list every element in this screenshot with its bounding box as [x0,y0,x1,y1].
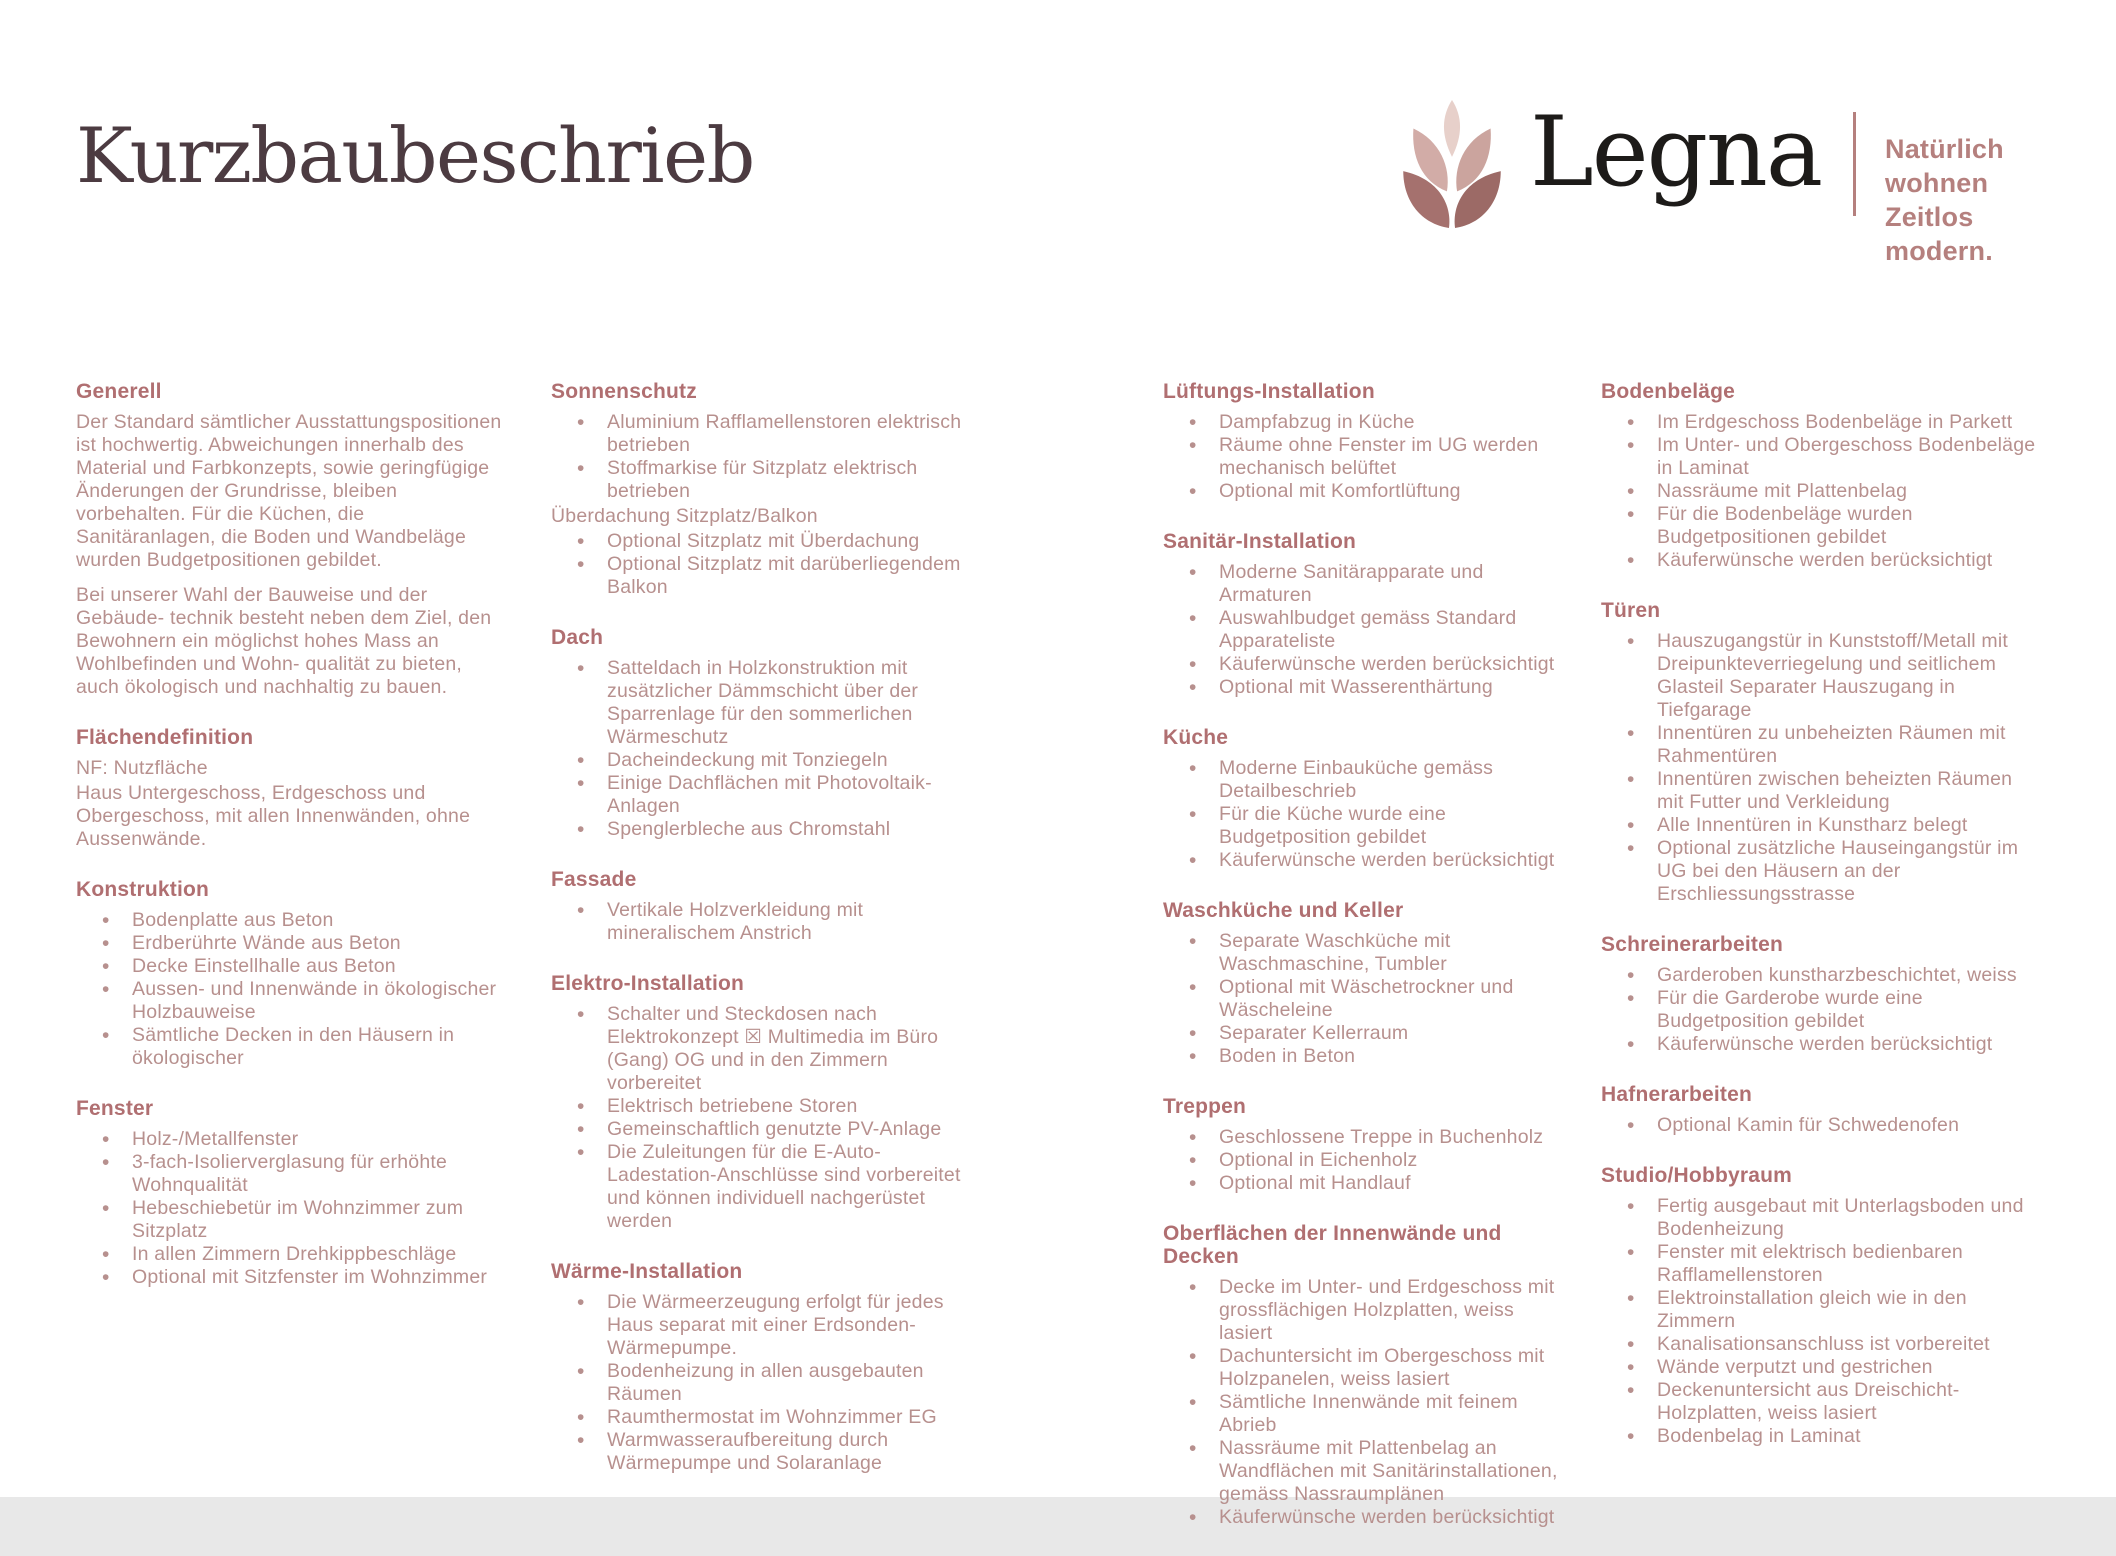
bullet-item: • Für die Garderobe wurde eine Budgetposition gebildet [1601,987,2037,1033]
bullet-item: • Dachuntersicht im Obergeschoss mit Holzpanelen, weiss lasiert [1163,1345,1571,1391]
bullet-item: • Optional mit Handlauf [1163,1172,1571,1195]
bullet-item: • Bodenheizung in allen ausgebauten Räumen [551,1360,983,1406]
bullet-item: • Elektroinstallation gleich wie in den Zimmern [1601,1287,2037,1333]
section-heading: Dach [551,626,604,649]
bullet-list [1163,930,1571,1068]
bullet-list [551,899,983,945]
bullet-item: • Aussen- und Innenwände in ökologischer Holzbauweise [76,978,508,1024]
section-heading: Wärme-Installation [551,1260,743,1283]
bullet-item: • Garderoben kunstharzbeschichtet, weiss [1601,964,2037,987]
section-heading: Treppen [1163,1095,1247,1118]
flower-icon [1398,98,1506,230]
bullet-item: • Deckenuntersicht aus Dreischicht-Holzplatten, weiss lasiert [1601,1379,2037,1425]
tagline-line-2: Zeitlos modern. [1885,202,1993,266]
section-konstruktion [76,878,508,1070]
bullet-item: • Optional mit Wasserenthärtung [1163,676,1571,699]
bullet-list [1163,1126,1571,1195]
brand-logo [1398,96,2038,266]
bullet-item: • Separate Waschküche mit Waschmaschine, Tumbler [1163,930,1571,976]
bullet-list [551,1291,983,1475]
section-fassade [551,868,983,945]
content-column-3 [1163,380,1571,1556]
bullet-list [551,411,983,503]
bullet-item: • Holz-/Metallfenster [76,1128,508,1151]
bullet-item: • Käuferwünsche werden berücksichtigt [1163,1506,1571,1529]
bullet-item: • Separater Kellerraum [1163,1022,1571,1045]
section-wärme-installation [551,1260,983,1475]
content-column-1 [76,380,508,1316]
section-heading: Lüftungs-Installation [1163,380,1375,403]
bullet-item: • Optional zusätzliche Hauseingangstür im UG bei den Häusern an der Erschliessungsstrasse [1601,837,2037,906]
content-column-2 [551,380,983,1502]
bullet-item: • Optional in Eichenholz [1163,1149,1571,1172]
section-heading: Oberflächen der Innenwände und Decken [1163,1222,1502,1268]
bullet-item: • Käuferwünsche werden berücksichtigt [1601,549,2037,572]
bullet-item: • Moderne Sanitärapparate und Armaturen [1163,561,1571,607]
bullet-item: • Fenster mit elektrisch bedienbaren Rafflamellenstoren [1601,1241,2037,1287]
section-studio-hobbyraum [1601,1164,2037,1448]
section-heading: Studio/Hobbyraum [1601,1164,1793,1187]
bullet-list [551,657,983,841]
bullet-item: • Optional mit Sitzfenster im Wohnzimmer [76,1266,508,1289]
content-column-4 [1601,380,2037,1475]
paragraph: NF: Nutzfläche [76,757,208,779]
bullet-item: • Aluminium Rafflamellenstoren elektrisch betrieben [551,411,983,457]
bullet-item: • Kanalisationsanschluss ist vorbereitet [1601,1333,2037,1356]
bullet-item: • Sämtliche Innenwände mit feinem Abrieb [1163,1391,1571,1437]
bullet-item: • Vertikale Holzverkleidung mit mineralischem Anstrich [551,899,983,945]
section-heading: Konstruktion [76,878,210,901]
bullet-item: • Die Wärmeerzeugung erfolgt für jedes Haus separat mit einer Erdsonden-Wärmepumpe. [551,1291,983,1360]
paragraph: Der Standard sämtlicher Ausstattungspositionen ist hochwertig. Abweichungen innerhalb des Material und Farbkonzepts, sowie geringfügige Änderungen der Grundrisse, bleiben vorbehalten. Für die Küchen, die Sanitäranlagen, die Boden und Wandbeläge wurden Budgetpositionen gebildet. [76,411,502,571]
bullet-list [551,1003,983,1233]
bullet-item: • Optional Kamin für Schwedenofen [1601,1114,2037,1137]
brand-name: Legna [1530,96,1822,208]
bullet-item: • Sämtliche Decken in den Häusern in ökologischer [76,1024,508,1070]
bullet-list [551,530,983,599]
bullet-item: • In allen Zimmern Drehkippbeschläge [76,1243,508,1266]
bullet-list [1163,1276,1571,1529]
bullet-item: • Im Unter- und Obergeschoss Bodenbeläge in Laminat [1601,434,2037,480]
bullet-item: • Bodenbelag in Laminat [1601,1425,2037,1448]
bullet-item: • Räume ohne Fenster im UG werden mechanisch belüftet [1163,434,1571,480]
bullet-item: • 3-fach-Isolierverglasung für erhöhte Wohnqualität [76,1151,508,1197]
section-heading: Fassade [551,868,637,891]
section-heading: Elektro-Installation [551,972,745,995]
section-waschküche-und-keller [1163,899,1571,1068]
bullet-item: • Einige Dachflächen mit Photovoltaik-Anlagen [551,772,983,818]
section-heading: Fenster [76,1097,154,1120]
section-oberflächen-der-innenwände-und-decken [1163,1222,1571,1529]
bullet-item: • Spenglerbleche aus Chromstahl [551,818,983,841]
section-fenster [76,1097,508,1289]
bullet-item: • Für die Küche wurde eine Budgetposition gebildet [1163,803,1571,849]
section-schreinerarbeiten [1601,933,2037,1056]
section-hafnerarbeiten [1601,1083,2037,1137]
bullet-item: • Moderne Einbauküche gemäss Detailbeschrieb [1163,757,1571,803]
bullet-list [1163,561,1571,699]
bullet-item: • Boden in Beton [1163,1045,1571,1068]
bullet-item: • Innentüren zu unbeheizten Räumen mit Rahmentüren [1601,722,2037,768]
bullet-item: • Bodenplatte aus Beton [76,909,508,932]
bullet-list [1601,411,2037,572]
section-heading: Waschküche und Keller [1163,899,1404,922]
section-heading: Sonnenschutz [551,380,697,403]
bullet-item: • Warmwasseraufbereitung durch Wärmepumpe und Solaranlage [551,1429,983,1475]
bullet-item: • Geschlossene Treppe in Buchenholz [1163,1126,1571,1149]
section-heading: Hafnerarbeiten [1601,1083,1753,1106]
bullet-item: • Decke im Unter- und Erdgeschoss mit grossflächigen Holzplatten, weiss lasiert [1163,1276,1571,1345]
section-heading: Flächendefinition [76,726,254,749]
section-generell [76,380,508,699]
paragraph: Bei unserer Wahl der Bauweise und der Gebäude- technik besteht neben dem Ziel, den Bewohnern ein möglichst hohes Mass an Wohlbefinden und Wohn- qualität zu bieten, auch ökologisch und nachhaltig zu bauen. [76,584,492,698]
section-elektro-installation [551,972,983,1233]
page-title: Kurzbaubeschrieb [76,111,754,200]
section-heading: Schreinerarbeiten [1601,933,1783,956]
tagline-line-1: Natürlich wohnen [1885,134,2004,198]
section-heading: Küche [1163,726,1229,749]
bullet-item: • Nassräume mit Plattenbelag [1601,480,2037,503]
section-bodenbeläge [1601,380,2037,572]
section-dach [551,626,983,841]
section-küche [1163,726,1571,872]
paragraph: Überdachung Sitzplatz/Balkon [551,505,818,527]
section-treppen [1163,1095,1571,1195]
bullet-item: • Für die Bodenbeläge wurden Budgetpositionen gebildet [1601,503,2037,549]
bullet-list [1163,411,1571,503]
bullet-item: • Stoffmarkise für Sitzplatz elektrisch betrieben [551,457,983,503]
bullet-item: • Gemeinschaftlich genutzte PV-Anlage [551,1118,983,1141]
bullet-item: • Käuferwünsche werden berücksichtigt [1163,849,1571,872]
bullet-item: • Optional Sitzplatz mit Überdachung [551,530,983,553]
bullet-item: • Fertig ausgebaut mit Unterlagsboden und Bodenheizung [1601,1195,2037,1241]
bullet-list [1601,630,2037,906]
section-heading: Türen [1601,599,1661,622]
bullet-item: • Käuferwünsche werden berücksichtigt [1601,1033,2037,1056]
bullet-item: • Satteldach in Holzkonstruktion mit zusätzlicher Dämmschicht über der Sparrenlage für den sommerlichen Wärmeschutz [551,657,983,749]
bullet-list [1601,1114,2037,1137]
bullet-item: • Schalter und Steckdosen nach Elektrokonzept ☒ Multimedia im Büro (Gang) OG und in den Zimmern vorbereitet [551,1003,983,1095]
bullet-item: • Alle Innentüren in Kunstharz belegt [1601,814,2037,837]
bullet-item: • Im Erdgeschoss Bodenbeläge in Parkett [1601,411,2037,434]
bullet-item: • Dampfabzug in Küche [1163,411,1571,434]
bullet-item: • Hebeschiebetür im Wohnzimmer zum Sitzplatz [76,1197,508,1243]
paragraph: Haus Untergeschoss, Erdgeschoss und Obergeschoss, mit allen Innenwänden, ohne Aussenwände. [76,782,471,850]
section-flächendefinition [76,726,508,851]
bullet-item: • Elektrisch betriebene Storen [551,1095,983,1118]
section-sanitär-installation [1163,530,1571,699]
section-heading: Generell [76,380,162,403]
bullet-item: • Käuferwünsche werden berücksichtigt [1163,653,1571,676]
bullet-item: • Optional mit Komfortlüftung [1163,480,1571,503]
bullet-item: • Optional mit Wäschetrockner und Wäscheleine [1163,976,1571,1022]
bullet-list [1601,1195,2037,1448]
bullet-list [76,909,508,1070]
bullet-item: • Nassräume mit Plattenbelag an Wandflächen mit Sanitärinstallationen, gemäss Nassraumplänen [1163,1437,1571,1506]
bullet-item: • Hauszugangstür in Kunststoff/Metall mit Dreipunkteverriegelung und seitlichem Glasteil Separater Hauszugang in Tiefgarage [1601,630,2037,722]
section-sonnenschutz [551,380,983,599]
brand-tagline [1885,132,2038,268]
bullet-item: • Erdberührte Wände aus Beton [76,932,508,955]
section-türen [1601,599,2037,906]
section-heading: Bodenbeläge [1601,380,1736,403]
bullet-item: • Wände verputzt und gestrichen [1601,1356,2037,1379]
bullet-item: • Optional Sitzplatz mit darüberliegendem Balkon [551,553,983,599]
bullet-item: • Innentüren zwischen beheizten Räumen mit Futter und Verkleidung [1601,768,2037,814]
bullet-list [1601,964,2037,1056]
bullet-item: • Auswahlbudget gemäss Standard Apparateliste [1163,607,1571,653]
bullet-item: • Dacheindeckung mit Tonziegeln [551,749,983,772]
logo-divider [1853,112,1856,216]
section-lüftungs-installation [1163,380,1571,503]
bullet-list [76,1128,508,1289]
bullet-item: • Decke Einstellhalle aus Beton [76,955,508,978]
bullet-item: • Die Zuleitungen für die E-Auto-Ladestation-Anschlüsse sind vorbereitet und können individuell nachgerüstet werden [551,1141,983,1233]
bullet-list [1163,757,1571,872]
bullet-item: • Raumthermostat im Wohnzimmer EG [551,1406,983,1429]
section-heading: Sanitär-Installation [1163,530,1357,553]
